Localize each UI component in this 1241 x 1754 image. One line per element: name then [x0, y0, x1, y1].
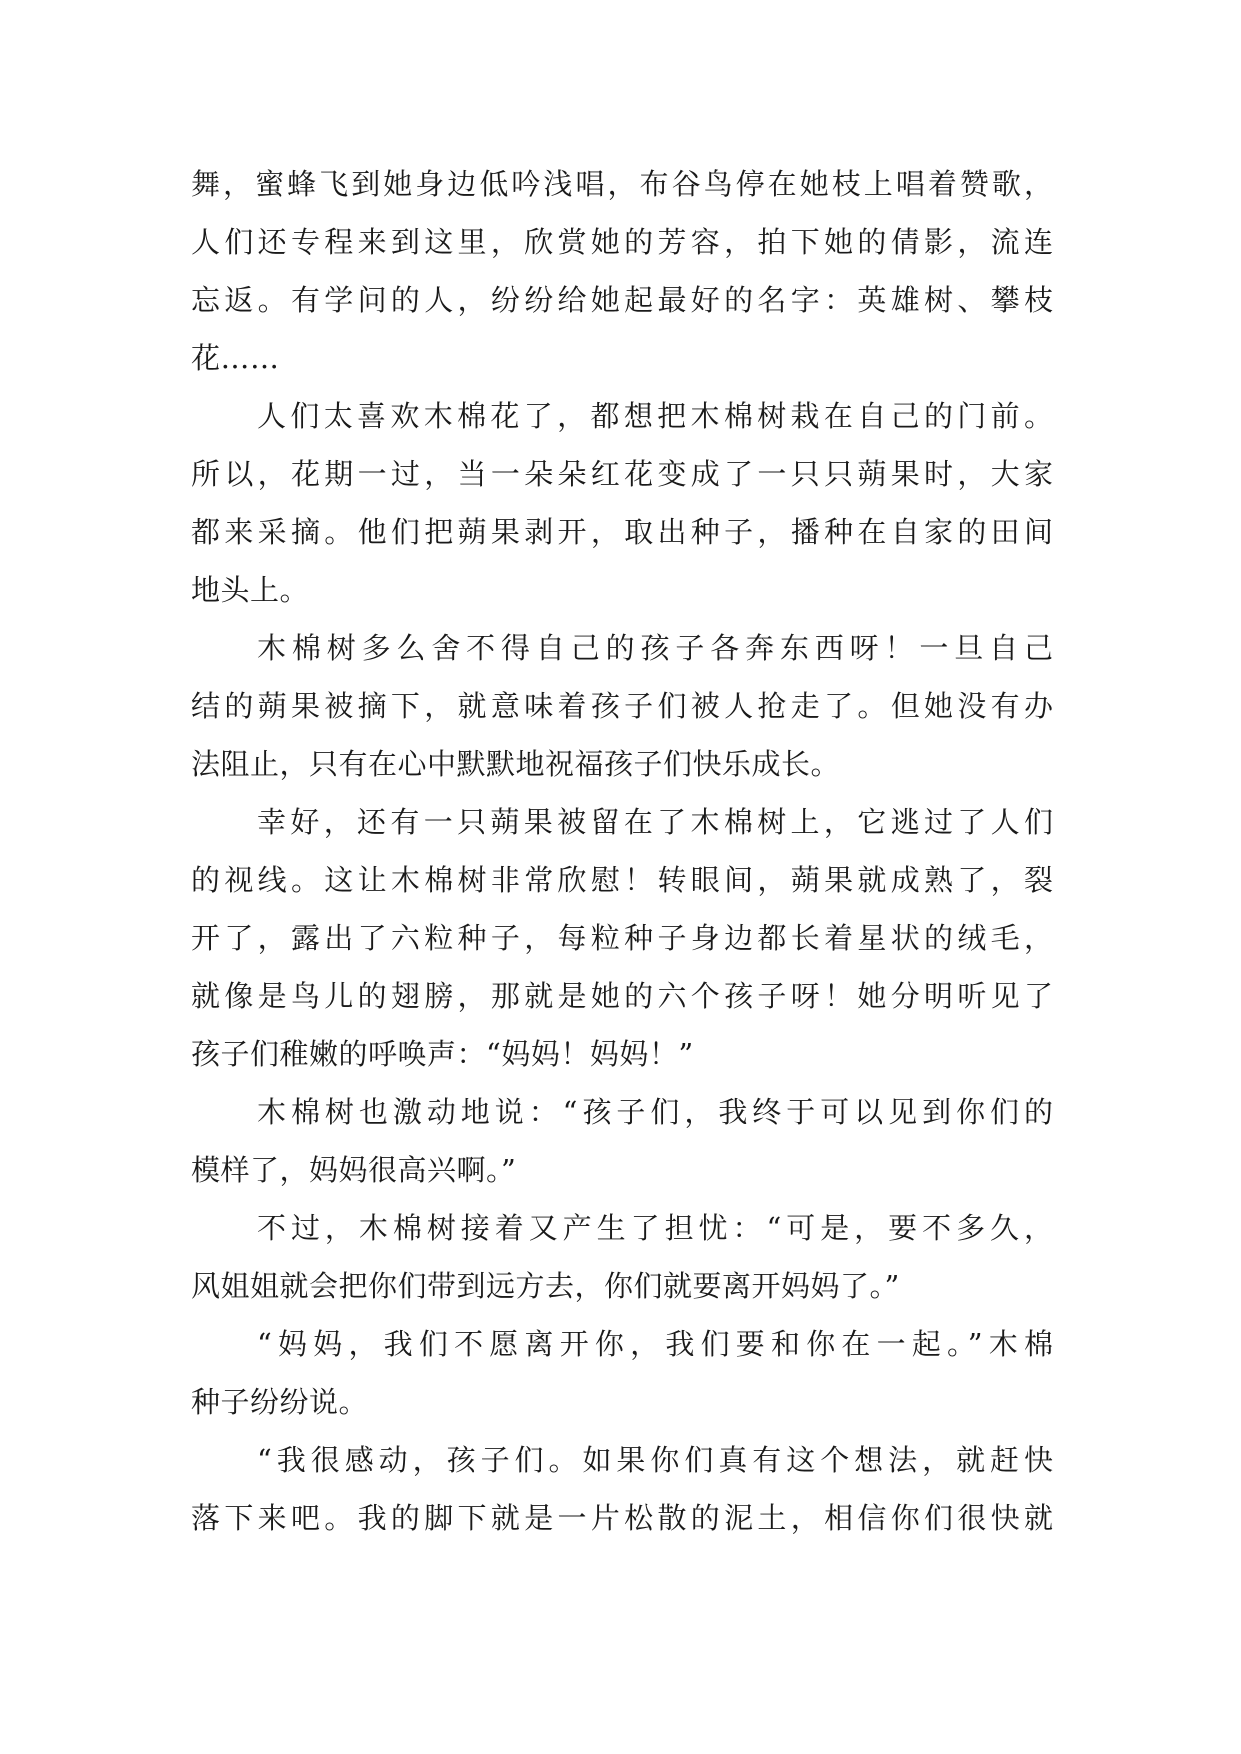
text-line-content: 忘返。有学问的人，纷纷给她起最好的名字：英雄树、攀枝 — [191, 283, 1053, 317]
body-text — [191, 155, 1053, 1547]
text-line-content: 木棉树也激动地说：“孩子们，我终于可以见到你们的 — [257, 1095, 1053, 1129]
text-line — [191, 1257, 1053, 1315]
text-line-content: 种子纷纷说。 — [191, 1385, 369, 1419]
text-line-content: 都来采摘。他们把蒴果剥开，取出种子，播种在自家的田间 — [191, 515, 1053, 549]
paragraph — [191, 793, 1053, 1083]
text-line — [191, 561, 1053, 619]
text-line — [191, 271, 1053, 329]
paragraph — [191, 1083, 1053, 1199]
text-line — [191, 1083, 1053, 1141]
text-line-content: “妈妈，我们不愿离开你，我们要和你在一起。”木棉 — [257, 1327, 1053, 1361]
text-line — [191, 793, 1053, 851]
text-line — [191, 213, 1053, 271]
text-line — [191, 1431, 1053, 1489]
text-line-content: 不过，木棉树接着又产生了担忧：“可是，要不多久， — [257, 1211, 1053, 1245]
text-line — [191, 1025, 1053, 1083]
text-line — [191, 851, 1053, 909]
text-line — [191, 387, 1053, 445]
text-line — [191, 677, 1053, 735]
text-line — [191, 909, 1053, 967]
text-line-content: 风姐姐就会把你们带到远方去，你们就要离开妈妈了。” — [191, 1269, 900, 1303]
text-line-content: “我很感动，孩子们。如果你们真有这个想法，就赶快 — [257, 1443, 1053, 1477]
text-line-content: 幸好，还有一只蒴果被留在了木棉树上，它逃过了人们 — [257, 805, 1053, 839]
text-line — [191, 329, 1053, 387]
text-line — [191, 619, 1053, 677]
text-line — [191, 1315, 1053, 1373]
paragraph — [191, 619, 1053, 793]
text-line-content: 地头上。 — [191, 573, 310, 607]
text-line-content: 模样了，妈妈很高兴啊。” — [191, 1153, 517, 1187]
text-line-content: 的视线。这让木棉树非常欣慰！转眼间，蒴果就成熟了，裂 — [191, 863, 1053, 897]
text-line-content: 花…… — [191, 341, 280, 375]
text-line — [191, 1141, 1053, 1199]
text-line-content: 木棉树多么舍不得自己的孩子各奔东西呀！一旦自己 — [257, 631, 1053, 665]
text-line-content: 人们还专程来到这里，欣赏她的芳容，拍下她的倩影，流连 — [191, 225, 1053, 259]
text-line-content: 人们太喜欢木棉花了，都想把木棉树栽在自己的门前。 — [257, 399, 1053, 433]
text-line — [191, 503, 1053, 561]
text-line — [191, 735, 1053, 793]
text-line-content: 结的蒴果被摘下，就意味着孩子们被人抢走了。但她没有办 — [191, 689, 1053, 723]
paragraph — [191, 1199, 1053, 1315]
text-line — [191, 445, 1053, 503]
paragraph — [191, 1431, 1053, 1547]
text-line-content: 落下来吧。我的脚下就是一片松散的泥土，相信你们很快就 — [191, 1501, 1053, 1535]
text-line — [191, 1489, 1053, 1547]
text-line — [191, 1373, 1053, 1431]
text-line-content: 孩子们稚嫩的呼唤声：“妈妈！妈妈！” — [191, 1037, 694, 1071]
text-line-content: 法阻止，只有在心中默默地祝福孩子们快乐成长。 — [191, 747, 841, 781]
text-line-content: 就像是鸟儿的翅膀，那就是她的六个孩子呀！她分明听见了 — [191, 979, 1053, 1013]
text-line — [191, 155, 1053, 213]
text-line-content: 舞，蜜蜂飞到她身边低吟浅唱，布谷鸟停在她枝上唱着赞歌， — [191, 167, 1053, 201]
paragraph — [191, 155, 1053, 387]
paragraph — [191, 1315, 1053, 1431]
text-line-content: 所以，花期一过，当一朵朵红花变成了一只只蒴果时，大家 — [191, 457, 1053, 491]
text-line — [191, 1199, 1053, 1257]
text-line — [191, 967, 1053, 1025]
paragraph — [191, 387, 1053, 619]
text-line-content: 开了，露出了六粒种子，每粒种子身边都长着星状的绒毛， — [191, 921, 1053, 955]
